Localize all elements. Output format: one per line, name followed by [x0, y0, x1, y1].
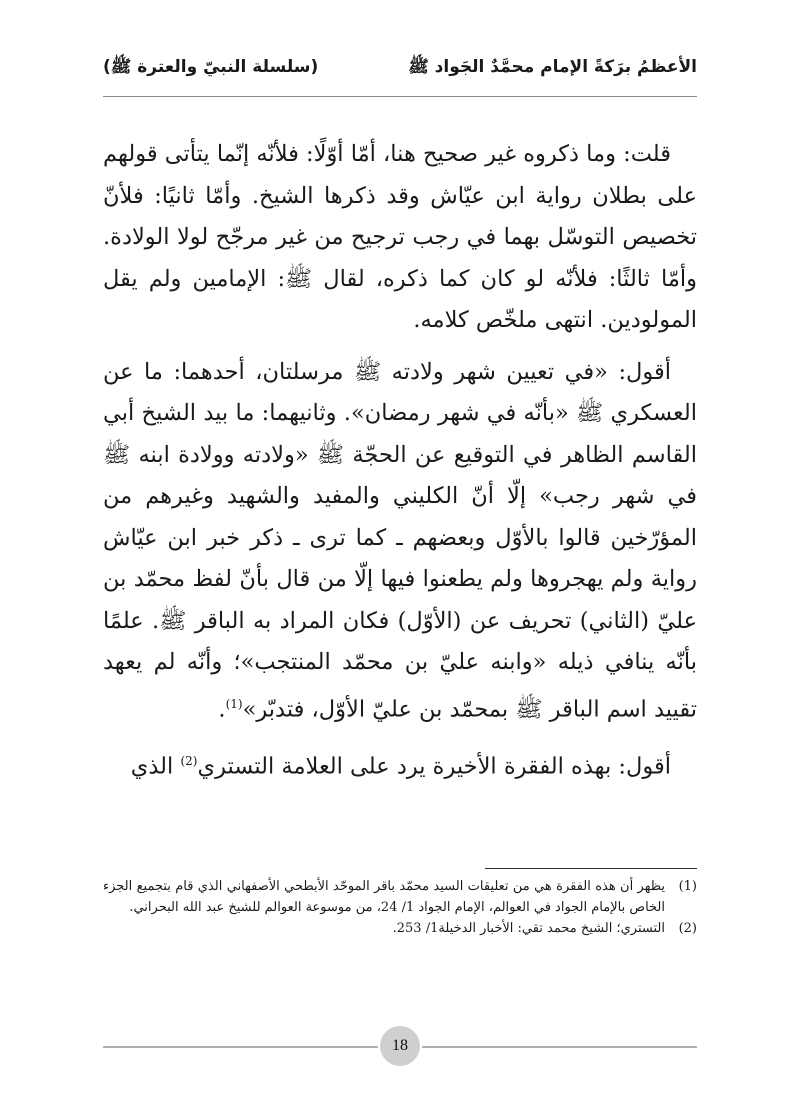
paragraph-2-text: أقول: «في تعيين شهر ولادته ﷺ مرسلتان، أحدهما: ما عن العسكري ﷺ «بأنّه في شهر رمضان». وثانيهما: ما بيد الشيخ أبي القاسم الظاهر في التوقيع عن الحجّة ﷺ «ولادته وولادة ابنه ﷺ في شهر رجب» إلّا أنّ الكليني والمفيد والشهيد وغيرهم من المؤرّخين قالوا بالأوّل وبعضهم ـ كما ترى ـ ذكر خبر ابن عيّاش رواية ولم يهجروها ولم يطعنوا فيها إلّا من قال بأنّ لفظ محمّد بن عليّ (الثاني) تحريف عن (الأوّل) فكان المراد به الباقر ﷺ. علمًا بأنّه ينافي ذيله «وابنه عليّ بن محمّد المنتجب»؛ وأنّه لم يعهد تقييد اسم الباقر ﷺ بمحمّد بن عليّ الأوّل، فتدبّر»	[103, 358, 697, 722]
footnote-text: التستري؛ الشيخ محمد تقي: الأخبار الدخيلة1/ 253.	[392, 921, 665, 936]
paragraph-3-end: الذي	[130, 753, 181, 779]
footnote-number: (1)	[678, 879, 697, 894]
footer-line-left	[103, 1046, 378, 1048]
main-text	[103, 134, 697, 788]
page-footer	[103, 1026, 697, 1066]
paragraph-3	[103, 741, 697, 788]
paragraph-3-text: أقول: بهذه الفقرة الأخيرة يرد على العلامة التستري	[197, 753, 671, 779]
series-title: (سلسلة النبيّ والعترة ﷺ)	[103, 57, 319, 77]
footnote-text: يظهر أن هذه الفقرة هي من تعليقات السيد محمّد باقر الموحّد الأبطحي الأصفهاني الذي قام بتجميع الجزء الخاص بالإمام الجواد في العوالم، الإمام الجواد 1/ 24، من موسوعة العوالم للشيخ عبد الله البحراني.	[103, 879, 665, 915]
footnote-ref-1[interactable]: (1)	[225, 696, 243, 711]
footnotes	[103, 876, 697, 939]
footnote-2	[103, 918, 697, 939]
header-divider	[103, 96, 697, 97]
page-number: 18	[380, 1026, 420, 1066]
footnote-number: (2)	[678, 921, 697, 936]
running-header	[103, 56, 697, 86]
footnote-1	[103, 876, 697, 918]
footnote-ref-2[interactable]: (2)	[180, 753, 198, 768]
footer-line-right	[422, 1046, 697, 1048]
book-title: الأعظمُ برَكةً الإمام محمَّدٌ الجَواد ﷺ	[408, 57, 697, 77]
paragraph-2	[103, 352, 697, 731]
paragraph-2-end: .	[218, 696, 226, 722]
footnote-divider	[485, 868, 697, 869]
paragraph-1: قلت: وما ذكروه غير صحيح هنا، أمّا أوّلًا: فلأنّه إنّما يتأتى قولهم على بطلان رواية ابن عيّاش وقد ذكرها الشيخ. وأمّا ثانيًا: فلأنّ تخصيص التوسّل بهما في رجب ترجيح من غير مرجّح لولا الولادة. وأمّا ثالثًا: فلأنّه لو كان كما ذكره، لقال ﷺ: الإمامين ولم يقل المولودين. انتهى ملخّص كلامه.	[103, 141, 697, 333]
